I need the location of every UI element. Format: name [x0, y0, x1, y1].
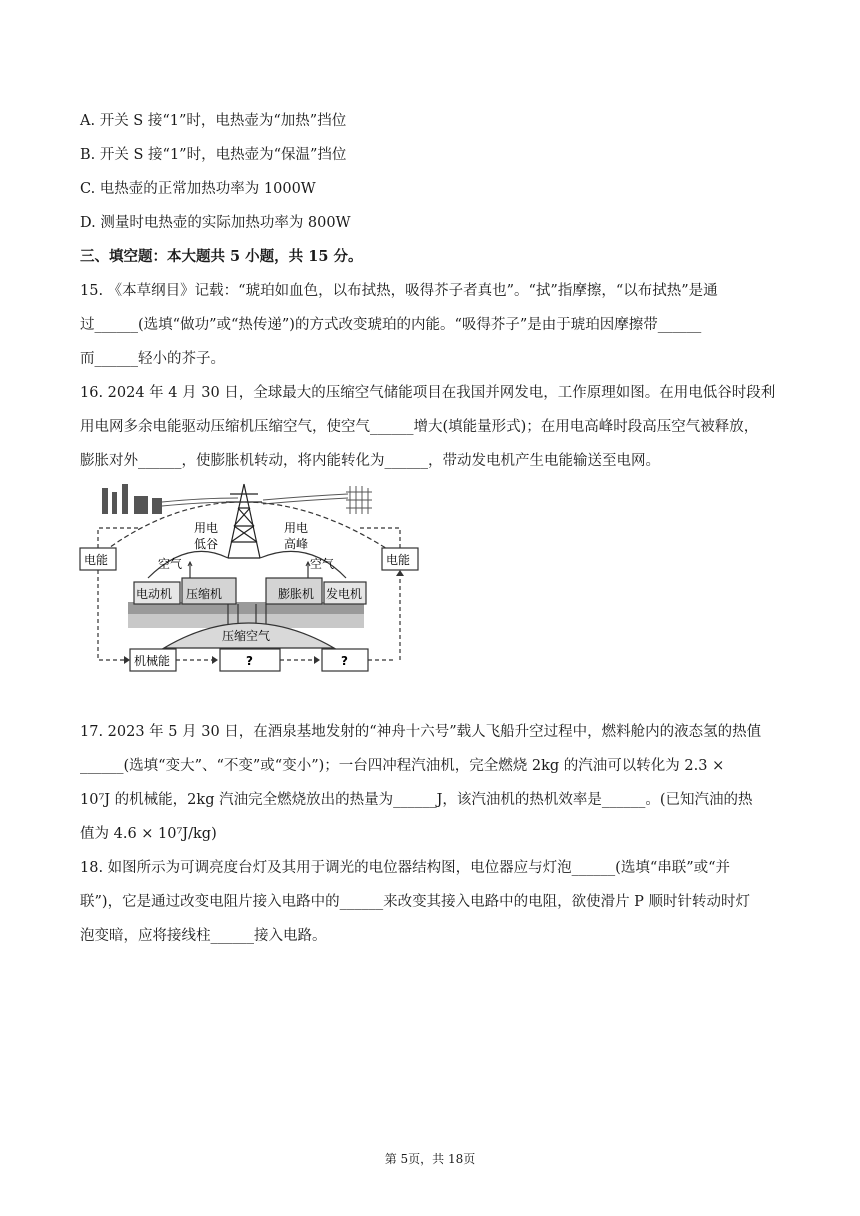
q16-line-2: 用电网多余电能驱动压缩机压缩空气，使空气______增大(填能量形式)；在用电高峰时段高压空气被释放， — [80, 419, 759, 435]
mechanical-energy-label: 机械能 — [134, 654, 171, 668]
q16-line-3: 膨胀对外______，使膨胀机转动，将内能转化为______，带动发电机产生电能输送至电网。 — [80, 453, 660, 469]
option-d: D. 测量时电热壶的实际加热功率为 800W — [80, 215, 351, 231]
left-energy-label: 电能 — [84, 553, 109, 567]
air-label-right: 空气 — [310, 557, 335, 571]
right-energy-label: 电能 — [386, 553, 411, 567]
peak-label-2: 高峰 — [284, 537, 309, 551]
generator-label: 发电机 — [326, 587, 363, 601]
option-c: C. 电热壶的正常加热功率为 1000W — [80, 181, 316, 197]
section-header: 三、填空题：本大题共 5 小题，共 15 分。 — [80, 248, 363, 265]
q17-line-1: 17. 2023 年 5 月 30 日，在酒泉基地发射的“神舟十六号”载人飞船升空过程中，燃料舱内的液态氢的热值 — [80, 724, 762, 740]
q15-line-1: 15. 《本草纲目》记载：“琥珀如血色，以布拭热，吸得芥子者真也”。“拭”指摩擦，“以布拭热”是通 — [80, 283, 718, 299]
unknown-energy-1: ? — [246, 654, 253, 668]
page-footer: 第 5页，共 18页 — [384, 1152, 476, 1166]
q16-line-1: 16. 2024 年 4 月 30 日，全球最大的压缩空气储能项目在我国并网发电，工作原理如图。在用电低谷时段利 — [80, 385, 776, 401]
transmission-tower-icon — [226, 484, 262, 558]
air-label-left: 空气 — [158, 557, 183, 571]
q18-line-2: 联”)，它是通过改变电阻片接入电路中的______来改变其接入电路中的电阻，欲使滑片 P 顺时针转动时灯 — [80, 894, 751, 910]
q18-line-3: 泡变暗，应将接线柱______接入电路。 — [80, 928, 327, 944]
valley-label-1: 用电 — [194, 521, 219, 535]
compressor-label: 压缩机 — [186, 587, 223, 601]
motor-label: 电动机 — [136, 587, 173, 601]
option-a: A. 开关 S 接“1”时，电热壶为“加热”挡位 — [80, 113, 347, 129]
transmission-tower-icon-right — [346, 486, 372, 514]
compressed-air-label: 压缩空气 — [222, 629, 271, 643]
option-b: B. 开关 S 接“1”时，电热壶为“保温”挡位 — [80, 147, 347, 163]
q15-line-3: 而______轻小的芥子。 — [80, 351, 225, 367]
q17-line-4: 值为 4.6 × 10⁷J/kg) — [80, 826, 217, 842]
q17-line-2: ______(选填“变大”、“不变”或“变小”)；一台四冲程汽油机，完全燃烧 2kg 的汽油可以转化为 2.3 × — [80, 758, 725, 774]
q15-line-2: 过______(选填“做功”或“热传递”)的方式改变琥珀的内能。“吸得芥子”是由于琥珀因摩擦带______ — [80, 317, 702, 333]
power-plant-icon — [102, 484, 162, 514]
q17-line-3: 10⁷J 的机械能，2kg 汽油完全燃烧放出的热量为______J，该汽油机的热机效率是______。(已知汽油的热 — [80, 792, 753, 808]
energy-storage-diagram — [78, 478, 428, 672]
peak-label-1: 用电 — [284, 521, 309, 535]
q18-line-1: 18. 如图所示为可调亮度台灯及其用于调光的电位器结构图，电位器应与灯泡______(选填“串联”或“并 — [80, 860, 731, 876]
unknown-energy-2: ? — [341, 654, 348, 668]
expander-label: 膨胀机 — [278, 587, 315, 601]
valley-label-2: 低谷 — [194, 537, 219, 551]
